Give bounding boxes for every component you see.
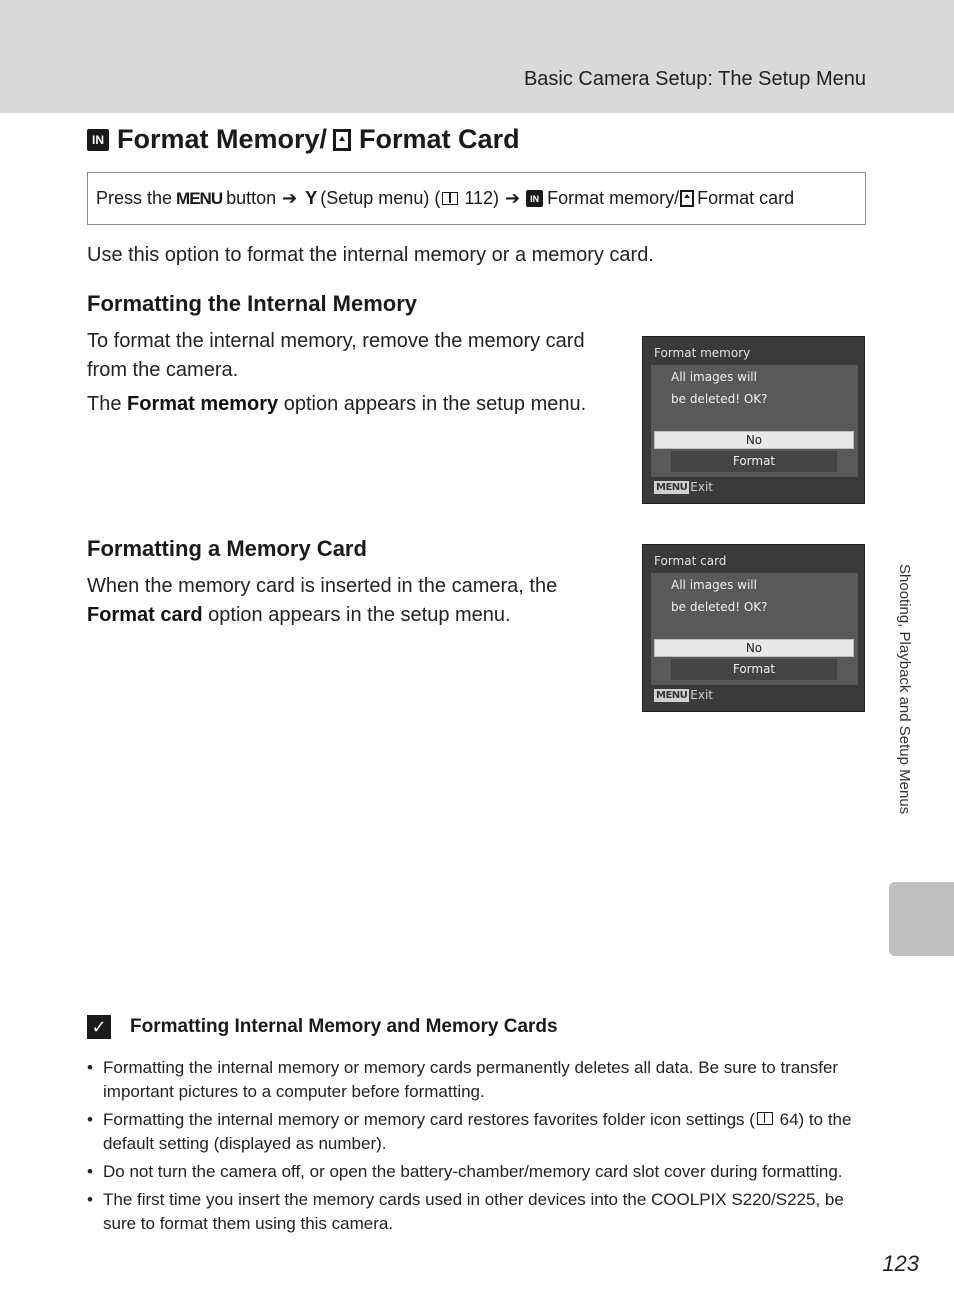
- internal-memory-heading: Formatting the Internal Memory: [87, 291, 418, 316]
- arrow-right-icon: ➔: [505, 188, 521, 208]
- section-header-title: Basic Camera Setup: The Setup Menu: [523, 68, 866, 90]
- nav-setup-ref: 112): [464, 188, 500, 208]
- screen-message-line1: All images will: [671, 370, 757, 384]
- menu-button-icon: MENU: [656, 481, 688, 493]
- screen-footer: [654, 480, 713, 494]
- nav-button-text: button: [226, 188, 277, 208]
- list-item-ref: 64) to the default setting (displayed as number).: [103, 1110, 852, 1153]
- internal-memory-para2: [87, 390, 602, 419]
- screen-message-line2: be deleted! OK?: [671, 392, 768, 406]
- para2-post: option appears in the setup menu.: [278, 393, 587, 415]
- nav-setup-menu-text: (Setup menu) (: [320, 188, 441, 208]
- exit-label: Exit: [690, 480, 714, 494]
- option-no[interactable]: No: [654, 431, 854, 449]
- chapter-side-label: Shooting, Playback and Setup Menus: [896, 564, 913, 815]
- nav-format-card-text: Format card: [697, 188, 795, 208]
- option-format[interactable]: Format: [671, 451, 837, 472]
- note-heading-text: Formatting Internal Memory and Memory Cards: [130, 1016, 558, 1037]
- list-item: • The first time you insert the memory cards used in other devices into the COOLPIX S220/S225, be sure to format them using this camera.: [87, 1188, 867, 1236]
- page-reference-icon: [442, 192, 458, 205]
- intro-text: Use this option to format the internal memory or a memory card.: [87, 244, 654, 266]
- card-para-pre: When the memory card is inserted in the camera, the: [87, 575, 558, 597]
- arrow-right-icon: ➔: [282, 188, 298, 208]
- list-item: • Do not turn the camera off, or open the battery-chamber/memory card slot cover during formatting.: [87, 1160, 867, 1184]
- para2-pre: The: [87, 393, 128, 415]
- checkmark-note-icon: ✓: [87, 1015, 111, 1039]
- nav-press-text: Press the: [96, 188, 173, 208]
- option-no[interactable]: No: [654, 639, 854, 657]
- memory-card-para: [87, 572, 602, 630]
- screen-title: Format memory: [654, 346, 751, 360]
- screen-message-line2: be deleted! OK?: [671, 600, 768, 614]
- internal-memory-para1: To format the internal memory, remove the memory card from the camera.: [87, 330, 585, 381]
- option-format[interactable]: Format: [671, 659, 837, 680]
- memory-card-heading: Formatting a Memory Card: [87, 536, 367, 561]
- internal-memory-icon: IN: [87, 129, 109, 151]
- format-card-term: Format card: [87, 604, 203, 626]
- list-item-text: Formatting the internal memory or memory card restores favorites folder icon settings (: [103, 1110, 755, 1129]
- list-item: • Formatting the internal memory or memory cards permanently deletes all data. Be sure to transfer important pictures to a computer before formatting.: [87, 1056, 867, 1104]
- chapter-tab: [889, 882, 954, 956]
- exit-label: Exit: [690, 688, 714, 702]
- page-title: [87, 124, 520, 155]
- screen-title: Format card: [654, 554, 727, 568]
- screen-footer: [654, 688, 713, 702]
- list-item: [87, 1108, 867, 1156]
- page-number: 123: [882, 1251, 919, 1276]
- setup-wrench-icon: Y: [305, 188, 318, 208]
- note-list: [87, 1056, 867, 1240]
- camera-screen-format-memory: [642, 336, 865, 504]
- page-title-part1: Format Memory/: [117, 124, 328, 154]
- format-memory-term: Format memory: [127, 393, 279, 415]
- menu-button-icon: MENU: [656, 689, 688, 701]
- nav-format-memory-text: Format memory/: [547, 188, 680, 208]
- screen-dialog-panel: [651, 365, 858, 477]
- camera-screen-format-card: [642, 544, 865, 712]
- header-band: [0, 0, 954, 113]
- menu-button-icon: MENU: [176, 188, 223, 208]
- menu-navigation-box: [87, 172, 866, 225]
- internal-memory-icon: IN: [526, 190, 543, 207]
- page-reference-icon: [757, 1112, 773, 1125]
- screen-message-line1: All images will: [671, 578, 757, 592]
- page-title-part2: Format Card: [359, 124, 520, 154]
- card-para-post: option appears in the setup menu.: [202, 604, 511, 626]
- memory-card-icon: [333, 129, 351, 151]
- screen-dialog-panel: [651, 573, 858, 685]
- note-heading: [87, 1015, 558, 1039]
- memory-card-icon: [680, 190, 694, 207]
